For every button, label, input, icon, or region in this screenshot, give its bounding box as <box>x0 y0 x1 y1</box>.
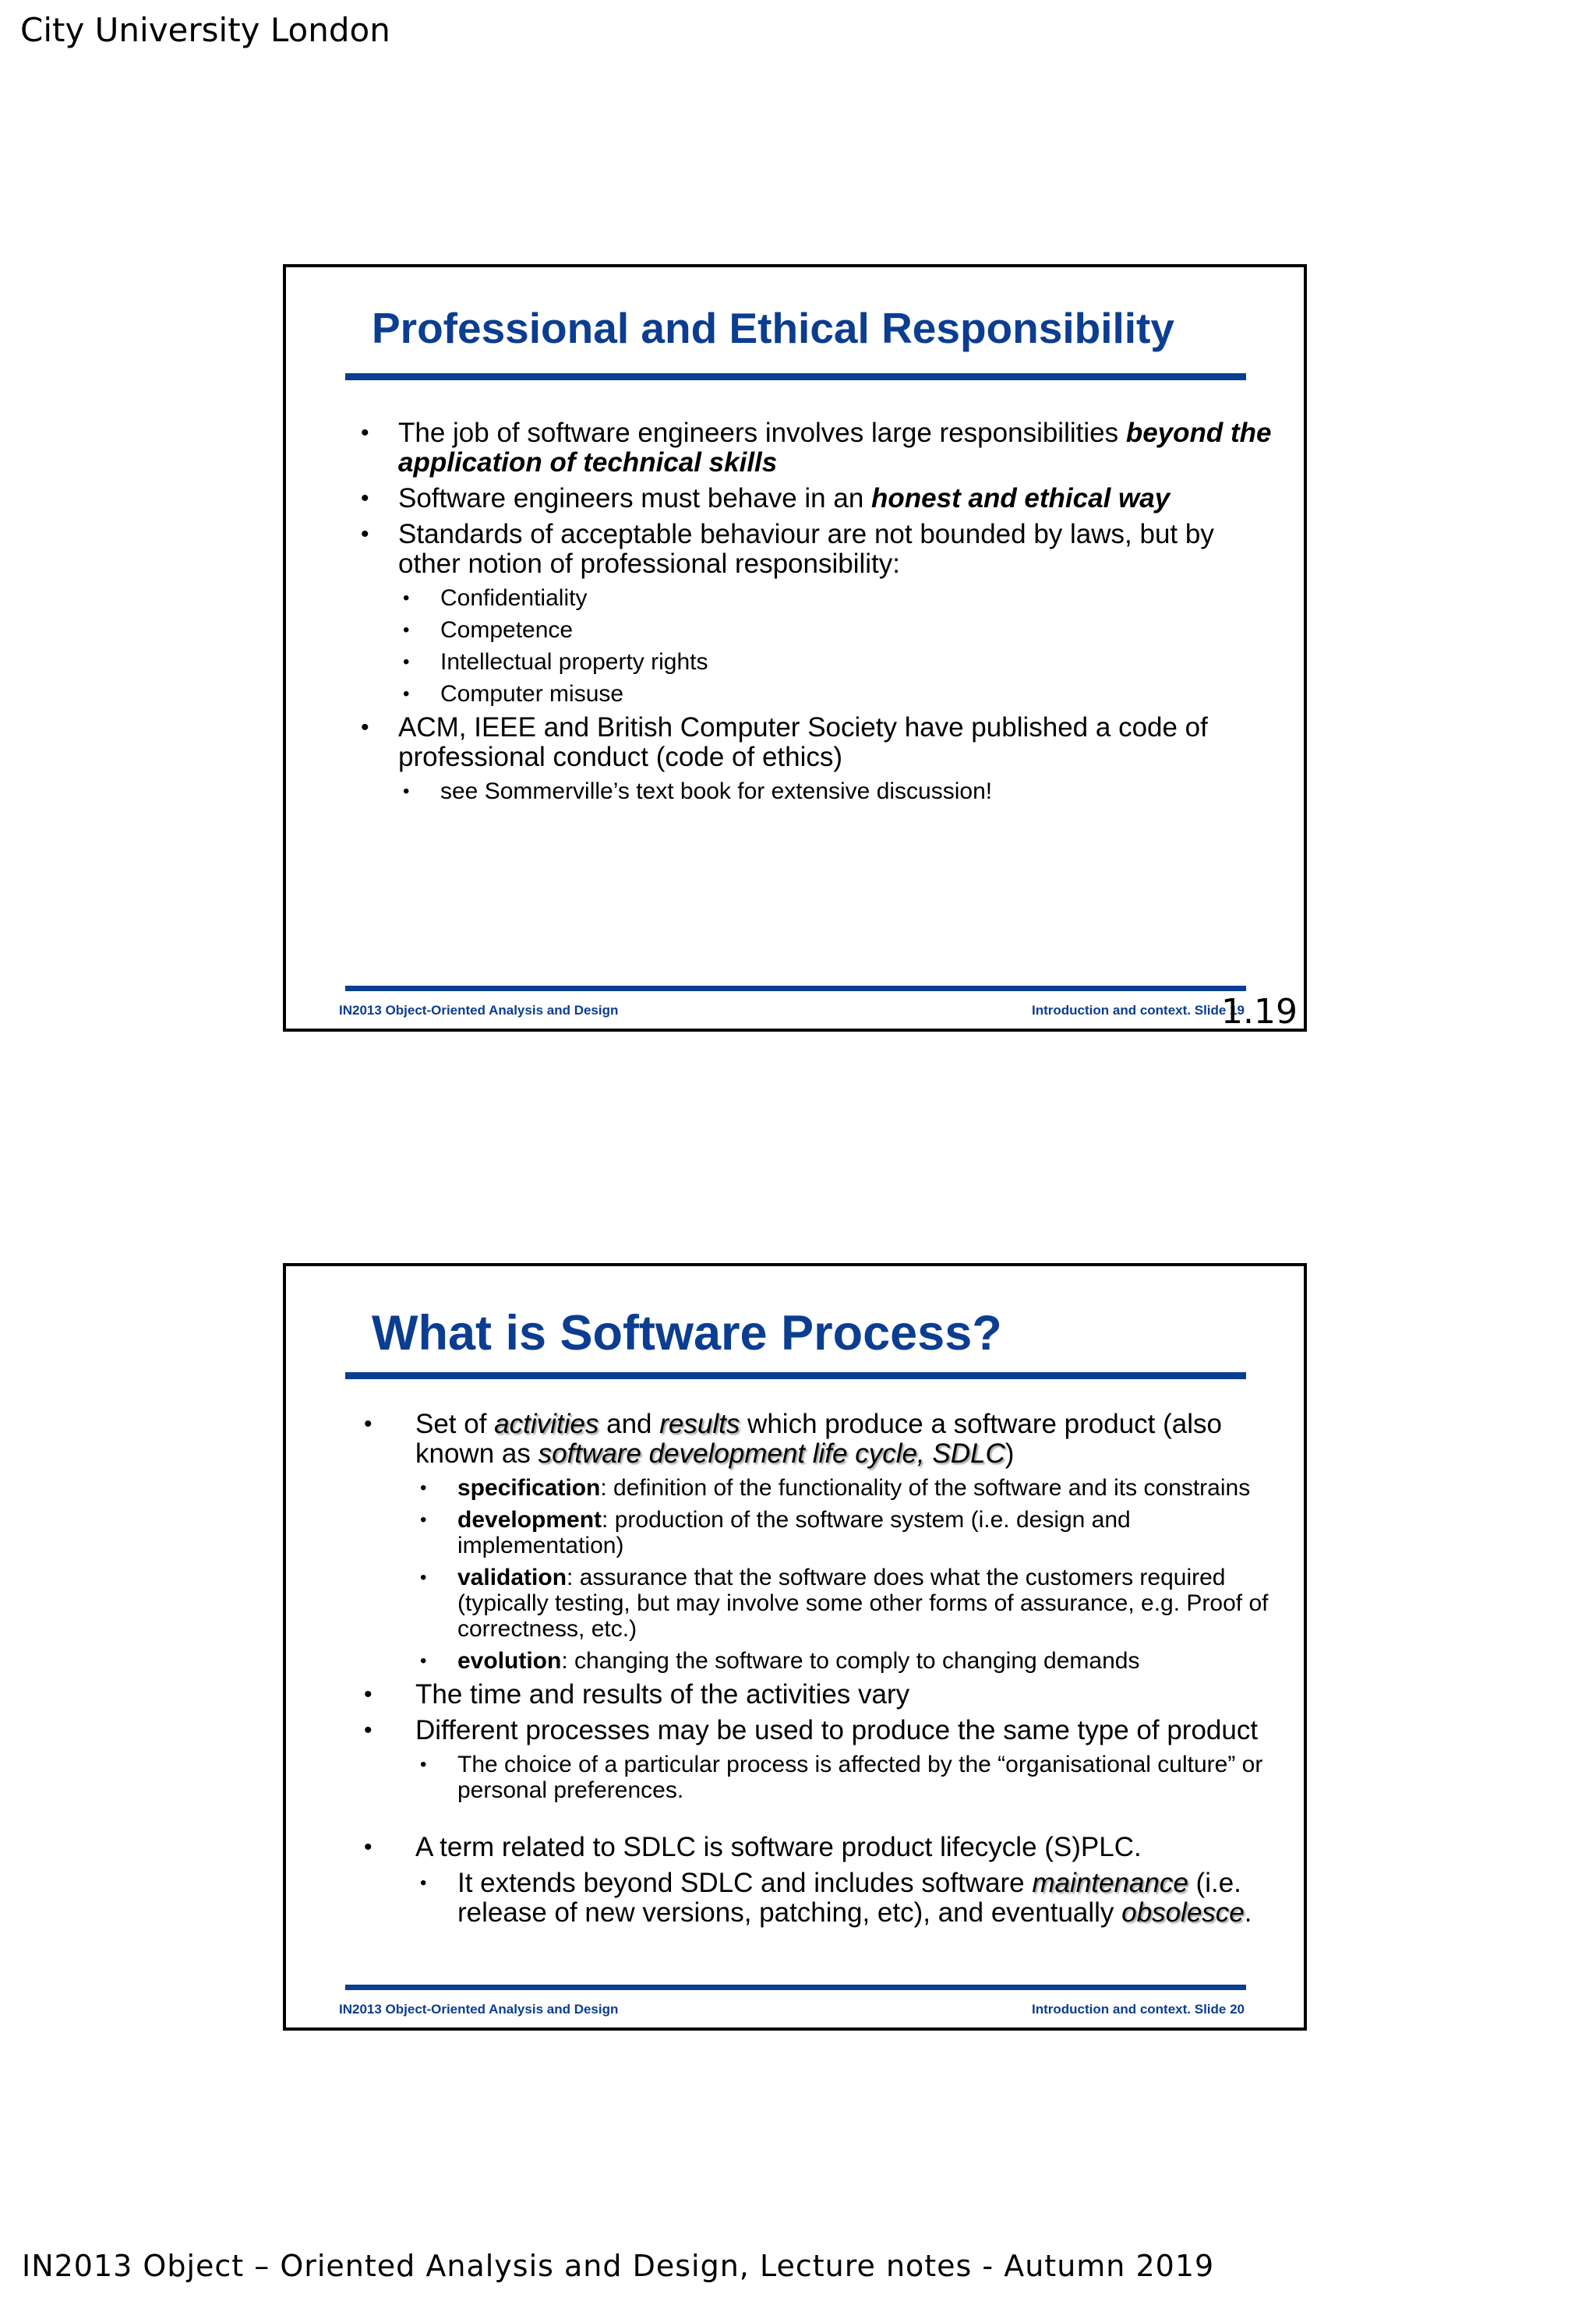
sub-bullet: • The choice of a particular process is affected by the “organisational culture” or personal preferences. <box>420 1752 1263 1803</box>
title-rule <box>345 373 1246 380</box>
slide-content <box>323 418 1280 810</box>
bullet: • ACM, IEEE and British Computer Society have published a code of professional conduct (code of ethics) <box>361 712 1208 772</box>
slide-title: What is Software Process? <box>372 1306 1002 1360</box>
sub-bullet: • Confidentiality <box>403 585 588 611</box>
title-rule <box>345 1372 1246 1379</box>
bullet: • The time and results of the activities vary <box>364 1679 910 1710</box>
slide-footer-course: IN2013 Object-Oriented Analysis and Design <box>339 1003 619 1018</box>
sub-bullet: • specification: definition of the functionality of the software and its constrains <box>420 1475 1251 1501</box>
page-header: City University London <box>20 11 390 49</box>
footer-rule <box>345 1985 1246 1990</box>
sub-bullet: • Competence <box>403 617 574 643</box>
slide-professional-ethical-responsibility <box>283 264 1307 1032</box>
sub-bullet: • Intellectual property rights <box>403 649 708 675</box>
sub-bullet: • development: production of the software system (i.e. design and implementation) <box>420 1507 1131 1558</box>
sub-bullet: • validation: assurance that the software does what the customers required (typically testing, but may involve some other forms of assurance, e.g. Proof of correctness, etc.) <box>420 1565 1269 1642</box>
slide-footer-context: Introduction and context. Slide 20 <box>1032 2002 1245 2017</box>
bullet: • A term related to SDLC is software product lifecycle (S)PLC. <box>364 1832 1142 1862</box>
slide-number: 1.19 <box>1221 992 1298 1032</box>
sub-bullet: • evolution: changing the software to comply to changing demands <box>420 1648 1140 1674</box>
sub-bullet: • Computer misuse <box>403 681 624 707</box>
page-footer: IN2013 Object – Oriented Analysis and Design, Lecture notes - Autumn 2019 <box>22 2249 1215 2283</box>
bullet: • The job of software engineers involves large responsibilities beyond the application of technical skills <box>361 418 1272 478</box>
footer-rule <box>345 986 1246 991</box>
bullet: • Set of activities and results which produce a software product (also known as software development life cycle, SDLC) <box>364 1409 1222 1469</box>
sub-bullet: • It extends beyond SDLC and includes software maintenance (i.e. release of new versions, patching, etc), and eventually obsolesce. <box>420 1868 1252 1928</box>
slide-software-process <box>283 1263 1307 2031</box>
bullet: • Standards of acceptable behaviour are not bounded by laws, but by other notion of professional responsibility: <box>361 519 1214 579</box>
sub-bullet: • see Sommerville’s text book for extensive discussion! <box>403 778 993 804</box>
slide-content <box>323 1410 1280 1934</box>
slide-footer-course: IN2013 Object-Oriented Analysis and Design <box>339 2002 619 2017</box>
slide-title: Professional and Ethical Responsibility <box>372 304 1174 352</box>
bullet: • Software engineers must behave in an honest and ethical way <box>361 483 1171 513</box>
slide-footer-context: Introduction and context. Slide 19 <box>1032 1003 1245 1018</box>
bullet: • Different processes may be used to produce the same type of product <box>364 1715 1259 1745</box>
